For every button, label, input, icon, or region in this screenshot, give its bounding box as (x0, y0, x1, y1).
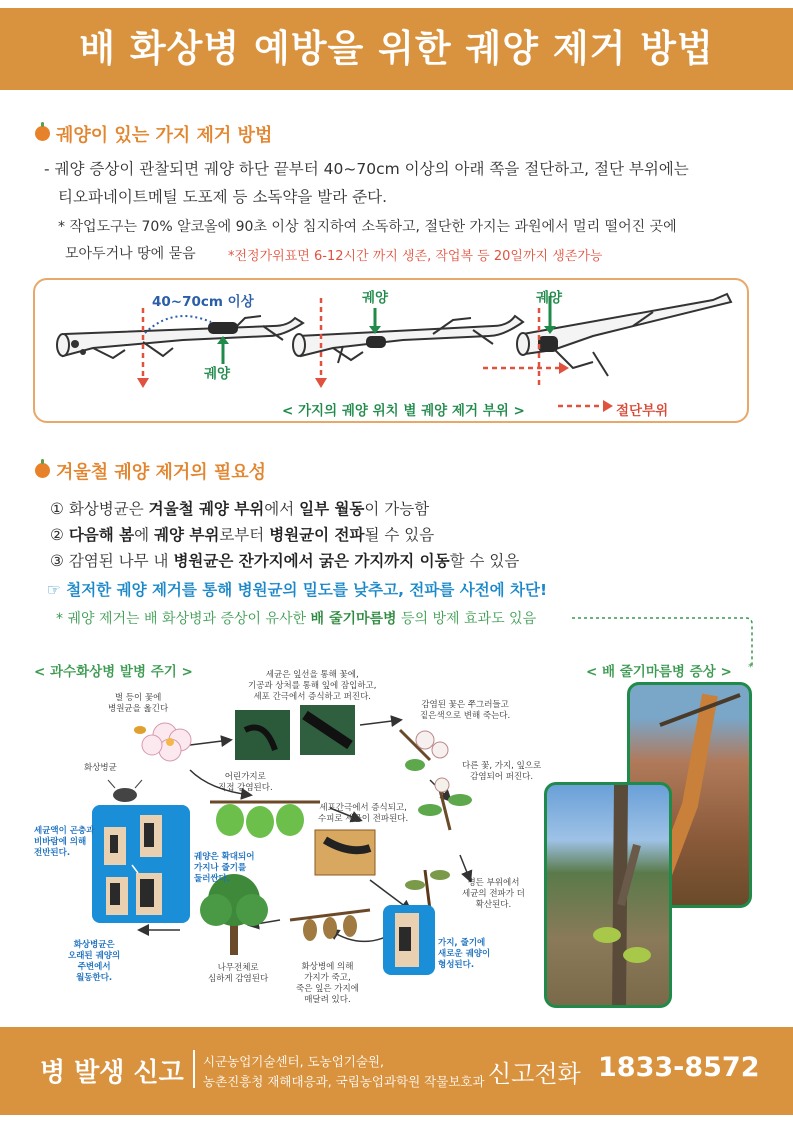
page-title: 배 화상병 예방을 위한 궤양 제거 방법 (79, 27, 714, 70)
cycle-text-canker-grow: 궤양은 확대되어 가지나 줄기를 둘러싼다. (194, 852, 255, 884)
dead-branch (290, 910, 370, 941)
cycle-text-dead: 화상병에 의해 가지가 죽고, 죽은 잎은 가지에 매달려 있다. (296, 962, 359, 1005)
tree-graphic (200, 874, 268, 955)
canker-1 (208, 322, 238, 334)
bug-graphic (108, 780, 142, 802)
canker-photo-2 (544, 782, 672, 1008)
agencies-line2: 농촌진흥청 재해대응과, 국립농업과학원 작물보호과 (203, 1074, 485, 1089)
cycle-text-whole: 나무전체로 심하게 감염된다 (208, 963, 269, 984)
canker-label-3: 궤양 (536, 290, 563, 306)
cycle-text-flower: 감염된 꽃은 쭈그러들고 짙은색으로 변해 죽는다. (420, 700, 511, 721)
reason-item-3: ③ 감염된 나무 내 병원균은 잔가지에서 굵은 가지까지 이동할 수 있음 (50, 552, 520, 570)
cycle-text-spread: 다른 꽃, 가지, 잎으로 감염되어 퍼진다. (462, 761, 542, 782)
section2-title: 겨울철 궤양 제거의 필요성 (56, 462, 267, 483)
phone-number[interactable]: 1833-8572 (598, 1052, 760, 1083)
phone-label[interactable]: 신고전화 (488, 1060, 581, 1088)
report-label: 병 발생 신고 (40, 1058, 184, 1088)
cycle-text-bee: 벌 등이 꽃에 병원균을 옮긴다 (108, 693, 169, 714)
cycle-text-diseased: 병든 부위에서 세균의 전파가 더 확산된다. (462, 878, 525, 910)
agencies-line1: 시군농업기술센터, 도농업기술원, (203, 1054, 384, 1069)
reason-item-1: ① 화상병균은 겨울철 궤양 부위에서 일부 월동이 가능함 (50, 500, 430, 518)
svg-text:*: * (748, 662, 753, 670)
distance-label: 40~70cm 이상 (152, 294, 254, 310)
cycle-text-cells: 세포간극에서 증식되고, 수피로 세균이 전파된다. (318, 803, 409, 824)
canker-label-1: 궤양 (204, 366, 231, 382)
footer-divider (193, 1050, 195, 1088)
section1-note-red: *전정가위표면 6-12시간 까지 생존, 작업복 등 20일까지 생존가능 (228, 249, 603, 264)
photo-title: < 배 줄기마름병 증상 > (586, 664, 732, 680)
canker-label-2: 궤양 (362, 290, 389, 306)
new-canker-branch (383, 905, 435, 975)
photo-2-branch (547, 785, 672, 1008)
apple-icon (35, 126, 50, 141)
cycle-text-young: 어린가지로 직접 감염된다. (218, 772, 273, 793)
flower-graphic (142, 723, 191, 761)
highlight-statement: ☞ 철저한 궤양 제거를 통해 병원균의 밀도를 낮추고, 전파를 사전에 차단! (47, 581, 548, 599)
diagram-caption: < 가지의 궤양 위치 별 궤양 제거 부위 > (282, 403, 525, 419)
cycle-text-new: 가지, 줄기에 새로운 궤양이 형성된다. (438, 938, 491, 970)
cycle-text-germ: 화상병균 (84, 763, 117, 773)
infected-flower (400, 730, 448, 771)
section1-title: 궤양이 있는 가지 제거 방법 (56, 125, 273, 146)
branch-1 (57, 316, 303, 358)
cycle-text-ooze: 세균액이 곤충과 비바람에 의해 전반된다. (34, 826, 95, 858)
section1-line2: 티오파네이트메틸 도포제 등 소독약을 발라 준다. (58, 188, 388, 206)
section1-note2: 모아두거나 땅에 묻음 (65, 246, 196, 262)
cut-legend-label: 절단부위 (616, 403, 669, 419)
cycle-text-invade: 세균은 잎선을 통해 꽃에, 기공과 상처를 통해 잎에 잠입하고, 세포 간극에서 증식하고 퍼진다. (248, 670, 377, 702)
leaf-graphic (210, 802, 320, 838)
branch-2 (293, 316, 523, 363)
canker-3 (538, 336, 558, 352)
diseased-shoot (405, 870, 450, 910)
cycle-title: < 과수화상병 발병 주기 > (34, 664, 193, 680)
green-note: * 궤양 제거는 배 화상병과 증상이 유사한 배 줄기마름병 등의 방제 효과도 있음 (56, 611, 537, 627)
cycle-text-winter: 화상병균은 오래된 궤양의 주변에서 월동한다. (68, 940, 121, 983)
bee-graphic (134, 726, 146, 734)
infected-shoot (418, 778, 472, 830)
canker-2 (366, 336, 386, 348)
apple-icon (35, 463, 50, 478)
reason-item-2: ② 다음해 봄에 궤양 부위로부터 병원균이 전파될 수 있음 (50, 526, 435, 544)
canker-branches (92, 805, 190, 923)
section1-line1: - 궤양 증상이 관찰되면 궤양 하단 끝부터 40~70cm 이상의 아래 쪽을 절단하고, 절단 부위에는 (44, 160, 689, 178)
tissue-image-1 (235, 710, 290, 760)
section1-note1: * 작업도구는 70% 알코올에 90초 이상 침지하여 소독하고, 절단한 가지는 과원에서 멀리 떨어진 곳에 (58, 219, 677, 235)
